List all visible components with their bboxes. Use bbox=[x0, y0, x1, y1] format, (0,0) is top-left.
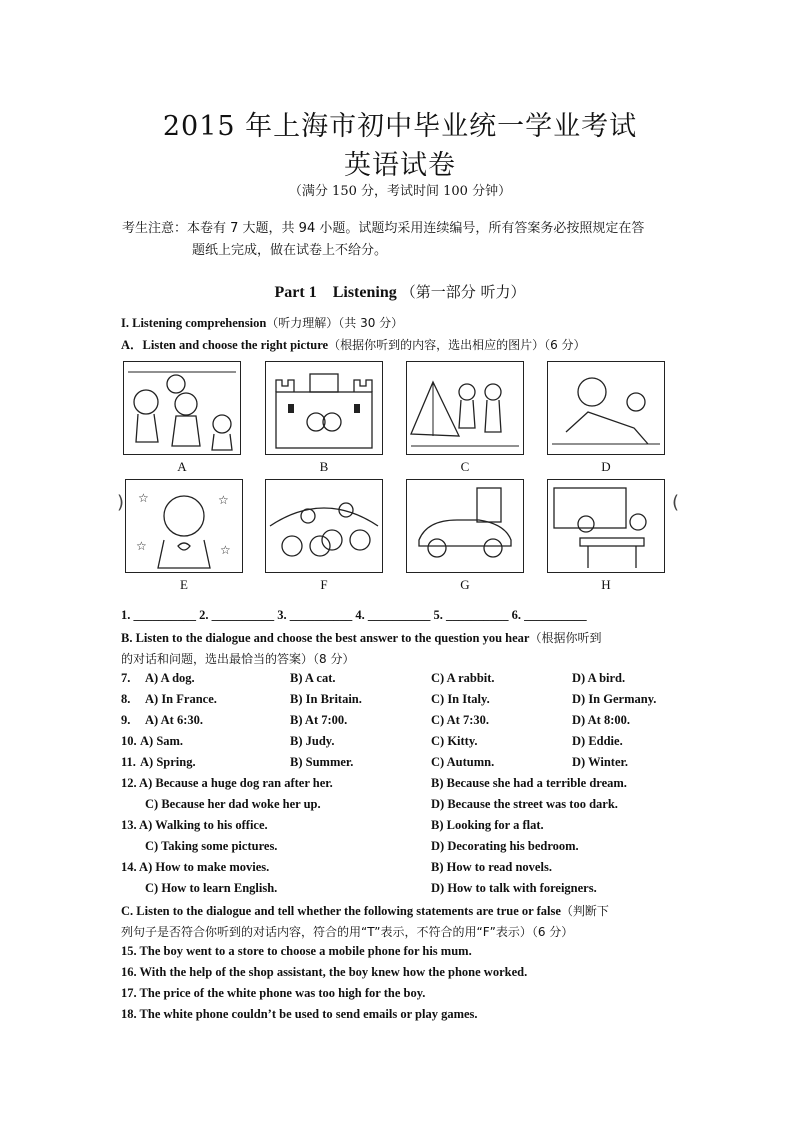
picture-d bbox=[547, 361, 665, 455]
q13-option-a: 13. A) Walking to his office. bbox=[121, 818, 268, 832]
section-a-heading bbox=[121, 335, 586, 353]
candidate-notice bbox=[122, 218, 688, 262]
section-b-heading-2 bbox=[121, 650, 354, 667]
picture-e-label: E bbox=[180, 577, 188, 592]
q10-option-c: C) Kitty. bbox=[431, 734, 478, 748]
statement-17: 17. The price of the white phone was too high for the boy. bbox=[121, 986, 426, 1000]
q11-option-b: B) Summer. bbox=[290, 755, 354, 769]
left-paren-mark: ) bbox=[117, 492, 125, 513]
picture-f bbox=[265, 479, 383, 573]
section-b-en: B. Listen to the dialogue and choose the best answer to the question you hear bbox=[121, 631, 530, 645]
q7-option-d: D) A bird. bbox=[572, 671, 626, 685]
picture-f-label: F bbox=[320, 577, 328, 592]
svg-text:☆: ☆ bbox=[220, 543, 231, 557]
section-1-heading bbox=[121, 314, 403, 331]
picture-a bbox=[123, 361, 241, 455]
q13-option-c: C) Taking some pictures. bbox=[145, 839, 278, 853]
q8-option-b: B) In Britain. bbox=[290, 692, 362, 706]
section-a-en: A．Listen and choose the right picture bbox=[121, 338, 329, 352]
svg-text:☆: ☆ bbox=[136, 539, 147, 553]
q10-option-b: B) Judy. bbox=[290, 734, 335, 748]
notice-line-1: 考生注意：本卷有 7 大题，共 94 小题。试题均采用连续编号，所有答案务必按照规定在答 bbox=[122, 221, 645, 236]
section-c-line2: 列句子是否符合你听到的对话内容，符合的用“T”表示，不符合的用“F”表示）（6 分） bbox=[121, 925, 574, 939]
section-b-heading bbox=[121, 629, 602, 646]
svg-text:☆: ☆ bbox=[218, 493, 229, 507]
picture-d-label: D bbox=[601, 459, 611, 474]
part-heading bbox=[0, 281, 800, 302]
picture-h bbox=[547, 479, 665, 573]
section-a-cn: （根据你听到的内容，选出相应的图片）（6 分） bbox=[328, 338, 586, 352]
q11-option-d: D) Winter. bbox=[572, 755, 629, 769]
q10-option-a: A) Sam. bbox=[140, 734, 184, 748]
section-b-cn: （根据你听到 bbox=[529, 631, 602, 645]
picture-h-label: H bbox=[601, 577, 611, 592]
exam-score-note: （满分 150 分，考试时间 100 分钟） bbox=[288, 184, 512, 199]
section-b-line2: 的对话和问题，选出最恰当的答案）（8 分） bbox=[121, 652, 355, 666]
section-c-heading bbox=[121, 902, 609, 919]
statement-16: 16. With the help of the shop assistant, the boy knew how the phone worked. bbox=[121, 965, 528, 979]
q10-num: 10. bbox=[121, 734, 137, 748]
q11-num: 11. bbox=[121, 755, 136, 769]
q7-option-b: B) A cat. bbox=[290, 671, 336, 685]
notice-line-2: 题纸上完成，做在试卷上不给分。 bbox=[192, 243, 388, 258]
section-c-en: C. Listen to the dialogue and tell whether the following statements are true or false bbox=[121, 904, 561, 918]
q7-num: 7. bbox=[121, 671, 131, 685]
q9-option-d: D) At 8:00. bbox=[572, 713, 630, 727]
q9-option-c: C) At 7:30. bbox=[431, 713, 489, 727]
q12-option-d: D) Because the street was too dark. bbox=[431, 797, 618, 811]
svg-text:☆: ☆ bbox=[138, 491, 149, 505]
q12-option-b: B) Because she had a terrible dream. bbox=[431, 776, 627, 790]
q7-option-a: A) A dog. bbox=[145, 671, 195, 685]
statement-18: 18. The white phone couldn’t be used to send emails or play games. bbox=[121, 1007, 478, 1021]
q11-option-a: A) Spring. bbox=[140, 755, 196, 769]
q8-option-d: D) In Germany. bbox=[572, 692, 657, 706]
q8-option-c: C) In Italy. bbox=[431, 692, 490, 706]
q7-option-c: C) A rabbit. bbox=[431, 671, 495, 685]
part-heading-en: Part 1 Listening bbox=[274, 284, 397, 301]
q10-option-d: D) Eddie. bbox=[572, 734, 623, 748]
q9-option-a: A) At 6:30. bbox=[145, 713, 203, 727]
picture-e bbox=[125, 479, 243, 573]
section-1-cn: （听力理解）（共 30 分） bbox=[266, 316, 404, 330]
q13-option-b: B) Looking for a flat. bbox=[431, 818, 544, 832]
right-paren-mark: ( bbox=[672, 492, 680, 513]
picture-g bbox=[406, 479, 524, 573]
part-heading-cn: （第一部分 听力） bbox=[400, 283, 526, 301]
picture-b-label: B bbox=[319, 459, 329, 474]
q8-option-a: A) In France. bbox=[145, 692, 217, 706]
exam-title: 2015 年上海市初中毕业统一学业考试 bbox=[162, 111, 638, 142]
q14-option-b: B) How to read novels. bbox=[431, 860, 552, 874]
q9-num: 9. bbox=[121, 713, 131, 727]
q14-option-c: C) How to learn English. bbox=[145, 881, 278, 895]
q14-option-a: 14. A) How to make movies. bbox=[121, 860, 270, 874]
picture-c-label: C bbox=[460, 459, 470, 474]
q11-option-c: C) Autumn. bbox=[431, 755, 495, 769]
q12-option-c: C) Because her dad woke her up. bbox=[145, 797, 321, 811]
picture-a-label: A bbox=[177, 459, 187, 474]
statement-15: 15. The boy went to a store to choose a mobile phone for his mum. bbox=[121, 944, 472, 958]
q14-option-d: D) How to talk with foreigners. bbox=[431, 881, 597, 895]
q13-option-d: D) Decorating his bedroom. bbox=[431, 839, 579, 853]
q9-option-b: B) At 7:00. bbox=[290, 713, 348, 727]
section-c-cn: （判断下 bbox=[560, 904, 609, 918]
picture-g-label: G bbox=[460, 577, 470, 592]
exam-subtitle: 英语试卷 bbox=[344, 150, 456, 181]
section-c-heading-2 bbox=[121, 923, 573, 940]
q8-num: 8. bbox=[121, 692, 131, 706]
answer-blanks: 1. __________ 2. __________ 3. __________ 4. __________ 5. __________ 6. __________ bbox=[121, 608, 587, 622]
picture-b bbox=[265, 361, 383, 455]
picture-c bbox=[406, 361, 524, 455]
section-1-en: I. Listening comprehension bbox=[121, 316, 267, 330]
q12-option-a: 12. A) Because a huge dog ran after her. bbox=[121, 776, 333, 790]
